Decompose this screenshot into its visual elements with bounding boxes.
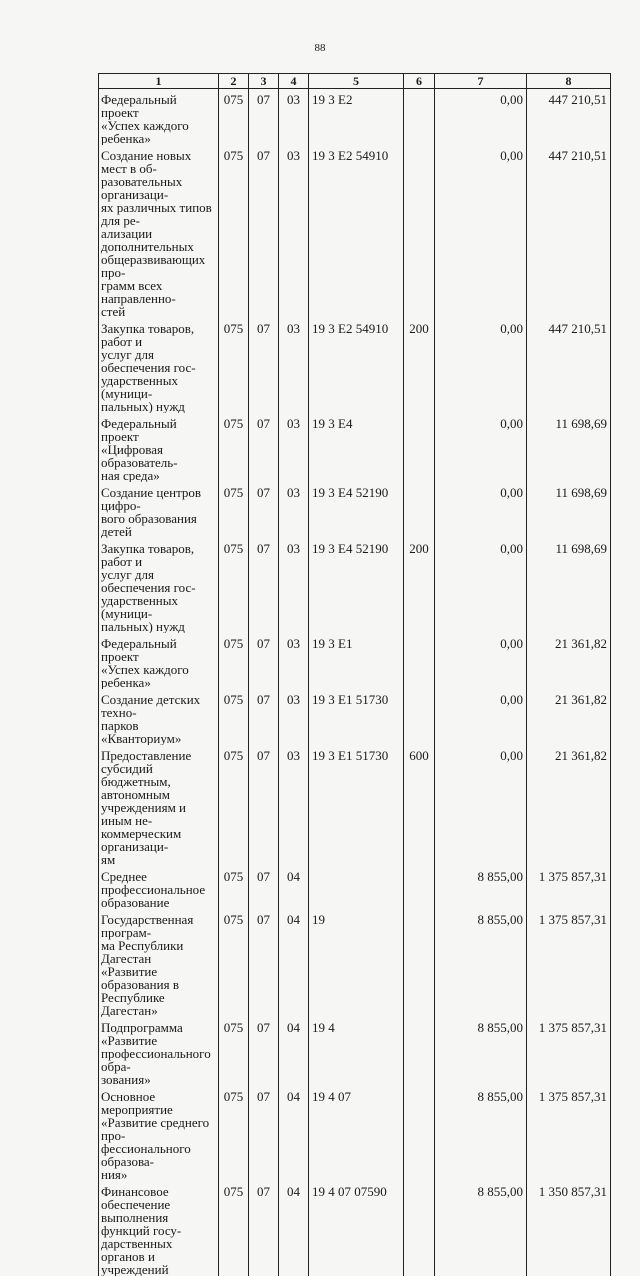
budget-table <box>98 73 611 1276</box>
subsection-code-cell: 03 <box>279 413 309 482</box>
subsection-code-cell: 03 <box>279 89 309 146</box>
subsection-code-cell: 03 <box>279 318 309 413</box>
amount-col8-cell: 447 210,51 <box>527 145 611 318</box>
amount-col8-cell: 1 375 857,31 <box>527 866 611 909</box>
amount-col8-cell: 21 361,82 <box>527 745 611 866</box>
subsection-code-cell: 04 <box>279 1181 309 1276</box>
table-row <box>99 538 611 633</box>
amount-col7-cell: 8 855,00 <box>435 909 527 1017</box>
item-name-line: «Развитие образования в <box>101 964 179 992</box>
item-name-line: ная среда» <box>101 468 160 482</box>
section-code-cell: 07 <box>249 745 279 866</box>
subsection-code-cell: 03 <box>279 145 309 318</box>
item-name-line: Среднее профессиональное <box>101 869 206 897</box>
target-article-cell <box>309 866 404 909</box>
admin-code-cell: 075 <box>219 909 249 1017</box>
table-row <box>99 909 611 1017</box>
amount-col7-cell: 0,00 <box>435 413 527 482</box>
admin-code-cell: 075 <box>219 866 249 909</box>
table-row <box>99 689 611 745</box>
section-code-cell: 07 <box>249 413 279 482</box>
item-name-line: ям <box>101 852 116 866</box>
item-name-line: пальных) нужд <box>101 619 185 633</box>
table-row <box>99 145 611 318</box>
amount-col7-cell: 0,00 <box>435 745 527 866</box>
section-code-cell: 07 <box>249 482 279 538</box>
item-name-line: Закупка товаров, работ и <box>101 321 195 349</box>
item-name-line: Федеральный проект <box>101 92 177 120</box>
target-article-cell: 19 3 E1 <box>309 633 404 689</box>
item-name-line: «Успех каждого ребенка» <box>101 118 189 145</box>
amount-col7-cell: 0,00 <box>435 482 527 538</box>
item-name-cell <box>99 89 219 146</box>
item-name-cell <box>99 318 219 413</box>
section-code-cell: 07 <box>249 866 279 909</box>
item-name-line: Финансовое обеспечение <box>101 1184 171 1212</box>
subsection-code-cell: 03 <box>279 538 309 633</box>
target-article-cell: 19 4 07 <box>309 1086 404 1181</box>
item-name-line: услуг для обеспечения гос- <box>101 567 196 595</box>
section-code-cell: 07 <box>249 538 279 633</box>
item-name-cell <box>99 1181 219 1276</box>
amount-col8-cell: 1 350 857,31 <box>527 1181 611 1276</box>
item-name-line: пальных) нужд <box>101 399 185 413</box>
item-name-line: «Цифровая образователь- <box>101 442 178 470</box>
item-name-line: Создание центров цифро- <box>101 485 202 513</box>
amount-col7-cell: 8 855,00 <box>435 1181 527 1276</box>
expense-type-cell <box>404 866 435 909</box>
item-name-line: Создание новых мест в об- <box>101 148 192 176</box>
item-name-cell <box>99 538 219 633</box>
subsection-code-cell: 03 <box>279 689 309 745</box>
target-article-cell: 19 3 E4 <box>309 413 404 482</box>
admin-code-cell: 075 <box>219 318 249 413</box>
admin-code-cell: 075 <box>219 689 249 745</box>
item-name-cell <box>99 689 219 745</box>
section-code-cell: 07 <box>249 689 279 745</box>
table-row <box>99 89 611 146</box>
admin-code-cell: 075 <box>219 1017 249 1086</box>
expense-type-cell: 200 <box>404 318 435 413</box>
header-cell: 3 <box>249 74 279 89</box>
section-code-cell: 07 <box>249 89 279 146</box>
target-article-cell: 19 3 E2 54910 <box>309 145 404 318</box>
item-name-line: Федеральный проект <box>101 416 177 444</box>
expense-type-cell <box>404 413 435 482</box>
section-code-cell: 07 <box>249 1017 279 1086</box>
expense-type-cell <box>404 482 435 538</box>
admin-code-cell: 075 <box>219 482 249 538</box>
item-name-line: Подпрограмма «Развитие <box>101 1020 183 1048</box>
amount-col7-cell: 0,00 <box>435 633 527 689</box>
admin-code-cell: 075 <box>219 745 249 866</box>
target-article-cell: 19 4 07 07590 <box>309 1181 404 1276</box>
admin-code-cell: 075 <box>219 1181 249 1276</box>
section-code-cell: 07 <box>249 318 279 413</box>
expense-type-cell <box>404 89 435 146</box>
amount-col8-cell: 1 375 857,31 <box>527 1017 611 1086</box>
section-code-cell: 07 <box>249 1086 279 1181</box>
subsection-code-cell: 04 <box>279 1017 309 1086</box>
header-cell: 1 <box>99 74 219 89</box>
item-name-cell <box>99 145 219 318</box>
header-cell: 2 <box>219 74 249 89</box>
item-name-line: Республике Дагестан» <box>101 990 165 1017</box>
table-row <box>99 1086 611 1181</box>
admin-code-cell: 075 <box>219 89 249 146</box>
table-row <box>99 1181 611 1276</box>
admin-code-cell: 075 <box>219 145 249 318</box>
target-article-cell: 19 4 <box>309 1017 404 1086</box>
target-article-cell: 19 3 E2 54910 <box>309 318 404 413</box>
amount-col8-cell: 21 361,82 <box>527 633 611 689</box>
subsection-code-cell: 03 <box>279 745 309 866</box>
target-article-cell: 19 3 E2 <box>309 89 404 146</box>
item-name-line: ударственных (муници- <box>101 373 178 401</box>
amount-col8-cell: 11 698,69 <box>527 413 611 482</box>
item-name-line: вого образования детей <box>101 511 197 538</box>
item-name-cell <box>99 745 219 866</box>
header-row <box>99 74 611 89</box>
page-number: 88 <box>314 42 326 54</box>
section-code-cell: 07 <box>249 1181 279 1276</box>
table-row <box>99 413 611 482</box>
expense-type-cell <box>404 1181 435 1276</box>
table-row <box>99 745 611 866</box>
item-name-line: ударственных (муници- <box>101 593 178 621</box>
amount-col7-cell: 8 855,00 <box>435 1086 527 1181</box>
target-article-cell: 19 3 E4 52190 <box>309 482 404 538</box>
section-code-cell: 07 <box>249 145 279 318</box>
table-row <box>99 866 611 909</box>
expense-type-cell: 200 <box>404 538 435 633</box>
header-cell: 4 <box>279 74 309 89</box>
header-cell: 8 <box>527 74 611 89</box>
item-name-cell <box>99 413 219 482</box>
amount-col8-cell: 11 698,69 <box>527 538 611 633</box>
item-name-cell <box>99 482 219 538</box>
item-name-line: Создание детских техно- <box>101 692 201 720</box>
item-name-line: грамм всех направленно- <box>101 278 176 306</box>
item-name-line: ния» <box>101 1167 128 1181</box>
expense-type-cell <box>404 633 435 689</box>
amount-col7-cell: 0,00 <box>435 689 527 745</box>
item-name-line: ма Республики Дагестан <box>101 938 184 966</box>
item-name-line: услуг для обеспечения гос- <box>101 347 196 375</box>
header-cell: 6 <box>404 74 435 89</box>
item-name-line: стей <box>101 304 126 318</box>
item-name-line: зования» <box>101 1072 151 1086</box>
item-name-line: образование <box>101 895 170 909</box>
amount-col7-cell: 0,00 <box>435 318 527 413</box>
amount-col8-cell: 11 698,69 <box>527 482 611 538</box>
amount-col7-cell: 0,00 <box>435 538 527 633</box>
item-name-cell <box>99 909 219 1017</box>
item-name-line: парков «Кванториум» <box>101 718 182 745</box>
item-name-line: общеразвивающих про- <box>101 252 206 280</box>
target-article-cell: 19 3 E1 51730 <box>309 689 404 745</box>
item-name-line: Федеральный проект <box>101 636 177 664</box>
item-name-cell <box>99 633 219 689</box>
item-name-line: бюджетным, автономным <box>101 774 171 802</box>
amount-col8-cell: 447 210,51 <box>527 89 611 146</box>
item-name-line: разовательных организаци- <box>101 174 183 202</box>
expense-type-cell <box>404 145 435 318</box>
item-name-line: профессионального обра- <box>101 1046 211 1074</box>
amount-col7-cell: 8 855,00 <box>435 1017 527 1086</box>
admin-code-cell: 075 <box>219 633 249 689</box>
item-name-cell <box>99 1017 219 1086</box>
amount-col8-cell: 447 210,51 <box>527 318 611 413</box>
expense-type-cell <box>404 689 435 745</box>
admin-code-cell: 075 <box>219 413 249 482</box>
table-row <box>99 482 611 538</box>
section-code-cell: 07 <box>249 633 279 689</box>
expense-type-cell <box>404 1017 435 1086</box>
table-row <box>99 633 611 689</box>
expense-type-cell: 600 <box>404 745 435 866</box>
amount-col8-cell: 1 375 857,31 <box>527 909 611 1017</box>
item-name-line: «Развитие среднего про- <box>101 1115 210 1143</box>
amount-col8-cell: 21 361,82 <box>527 689 611 745</box>
expense-type-cell <box>404 909 435 1017</box>
item-name-line: учреждений <box>101 1262 169 1276</box>
item-name-line: дарственных органов и <box>101 1236 173 1264</box>
target-article-cell: 19 3 E4 52190 <box>309 538 404 633</box>
subsection-code-cell: 03 <box>279 482 309 538</box>
header-cell: 5 <box>309 74 404 89</box>
item-name-line: «Успех каждого ребенка» <box>101 662 189 689</box>
section-code-cell: 07 <box>249 909 279 1017</box>
item-name-line: Предоставление субсидий <box>101 748 192 776</box>
admin-code-cell: 075 <box>219 1086 249 1181</box>
admin-code-cell: 075 <box>219 538 249 633</box>
item-name-line: Закупка товаров, работ и <box>101 541 195 569</box>
header-cell: 7 <box>435 74 527 89</box>
subsection-code-cell: 04 <box>279 909 309 1017</box>
item-name-cell <box>99 1086 219 1181</box>
subsection-code-cell: 04 <box>279 1086 309 1181</box>
expense-type-cell <box>404 1086 435 1181</box>
item-name-line: Государственная програм- <box>101 912 194 940</box>
item-name-line: коммерческим организаци- <box>101 826 182 854</box>
amount-col7-cell: 0,00 <box>435 145 527 318</box>
item-name-line: выполнения функций госу- <box>101 1210 182 1238</box>
item-name-line: Основное мероприятие <box>101 1089 173 1117</box>
item-name-cell <box>99 866 219 909</box>
amount-col7-cell: 8 855,00 <box>435 866 527 909</box>
target-article-cell: 19 <box>309 909 404 1017</box>
table-row <box>99 318 611 413</box>
item-name-line: ях различных типов для ре- <box>101 200 212 228</box>
table-row <box>99 1017 611 1086</box>
target-article-cell: 19 3 E1 51730 <box>309 745 404 866</box>
subsection-code-cell: 03 <box>279 633 309 689</box>
amount-col7-cell: 0,00 <box>435 89 527 146</box>
item-name-line: учреждениям и иным не- <box>101 800 187 828</box>
item-name-line: фессионального образова- <box>101 1141 191 1169</box>
amount-col8-cell: 1 375 857,31 <box>527 1086 611 1181</box>
subsection-code-cell: 04 <box>279 866 309 909</box>
item-name-line: ализации дополнительных <box>101 226 194 254</box>
